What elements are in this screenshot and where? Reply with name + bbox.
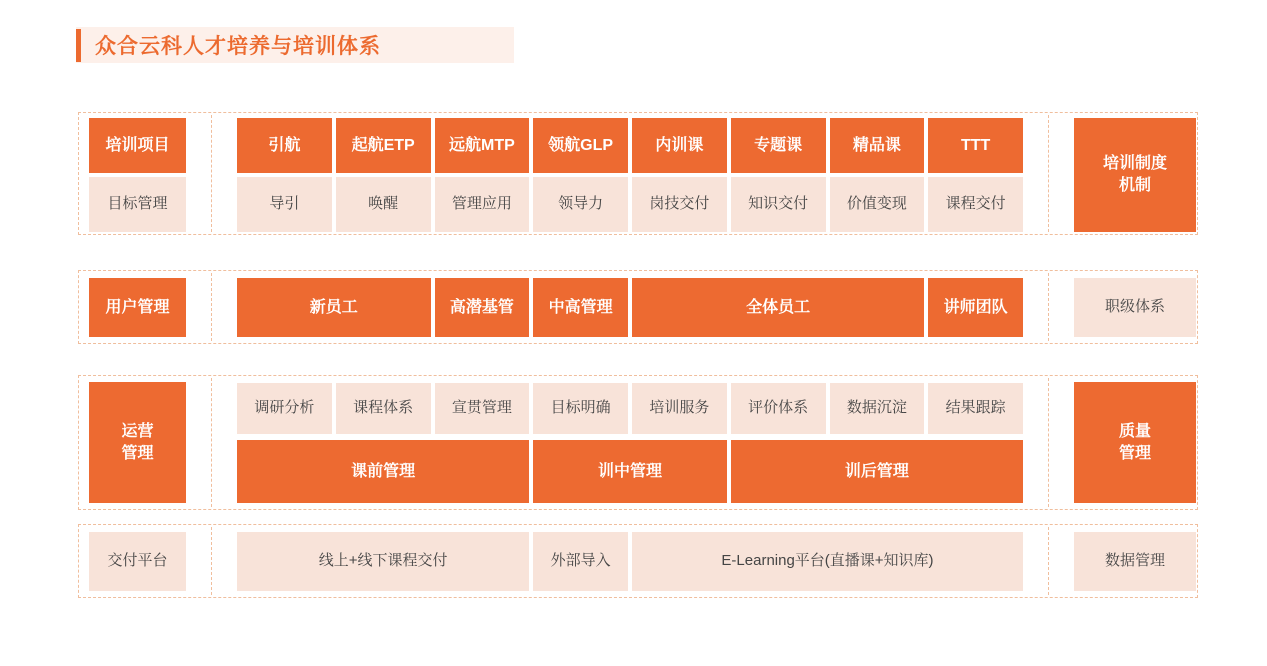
dashed-separator [1048,378,1049,507]
stage-box: 调研分析 [237,383,332,434]
program-header-box: 领航GLP [533,118,628,173]
program-header-box: 引航 [237,118,332,173]
phase-box: 课前管理 [237,440,529,503]
operation-stages-grid [237,383,1023,434]
stage-box: 数据沉淀 [830,383,925,434]
training-system-mechanism-box [1074,118,1196,232]
platform-box: E-Learning平台(直播课+知识库) [632,532,1023,591]
page-title: 众合云科人才培养与培训体系 [95,35,381,58]
program-sub-box: 价值变现 [830,177,925,232]
stage-box: 结果跟踪 [928,383,1023,434]
program-columns-grid [237,118,1023,232]
program-header-box: 精品课 [830,118,925,173]
program-header-box: 内训课 [632,118,727,173]
stage-box: 培训服务 [632,383,727,434]
platforms-grid [237,532,1023,591]
phase-box: 训中管理 [533,440,727,503]
user-group-box: 新员工 [237,278,431,337]
operations-management-label [89,382,186,503]
program-header-box: 专题课 [731,118,826,173]
platform-box: 线上+线下课程交付 [237,532,529,591]
operations-line1: 运营 [121,422,154,440]
goal-management-label: 目标管理 [89,177,186,232]
dashed-separator [1048,273,1049,341]
dashed-separator [211,378,212,507]
data-management-box: 数据管理 [1074,532,1196,591]
band-user-management [78,270,1198,344]
user-group-box: 全体员工 [632,278,924,337]
delivery-platform-label: 交付平台 [89,532,186,591]
band1-right-zone [1074,113,1196,232]
program-header-box: TTT [928,118,1023,173]
quality-line2: 管理 [1118,444,1151,462]
management-phases-grid [237,440,1023,503]
training-system-line1: 培训制度 [1102,155,1167,173]
operations-line2: 管理 [121,444,154,462]
dashed-separator [1048,527,1049,595]
program-header-box: 远航MTP [435,118,530,173]
stage-box: 宣贯管理 [435,383,530,434]
program-sub-box: 知识交付 [731,177,826,232]
band1-label-zone [89,113,186,232]
user-group-box: 讲师团队 [928,278,1023,337]
user-group-box: 高潜基管 [435,278,530,337]
dashed-separator [211,115,212,232]
platform-box: 外部导入 [533,532,628,591]
band-training-programs [78,112,1198,235]
training-system-line2: 机制 [1118,177,1151,194]
quality-management-box [1074,382,1196,503]
dashed-separator [211,527,212,595]
dashed-separator [1048,115,1049,232]
stage-box: 课程体系 [336,383,431,434]
band-operations-management [78,375,1198,510]
stage-box: 评价体系 [731,383,826,434]
user-management-label: 用户管理 [89,278,186,337]
band-delivery-platform [78,524,1198,598]
dashed-separator [211,273,212,341]
user-group-box: 中高管理 [533,278,628,337]
program-header-box: 起航ETP [336,118,431,173]
phase-box: 训后管理 [731,440,1023,503]
band2-right-zone [1074,271,1196,337]
rank-system-box: 职级体系 [1074,278,1196,337]
user-groups-grid [237,278,1023,337]
program-sub-box: 课程交付 [928,177,1023,232]
quality-line1: 质量 [1118,422,1151,440]
band3-right-zone [1074,376,1196,503]
band3-label-zone [89,376,186,503]
program-sub-box: 唤醒 [336,177,431,232]
band4-label-zone [89,525,186,591]
training-programs-label: 培训项目 [89,118,186,173]
band4-right-zone [1074,525,1196,591]
program-sub-box: 导引 [237,177,332,232]
program-sub-box: 岗技交付 [632,177,727,232]
program-sub-box: 领导力 [533,177,628,232]
stage-box: 目标明确 [533,383,628,434]
program-sub-box: 管理应用 [435,177,530,232]
band2-label-zone [89,271,186,337]
page-title-block [76,27,514,63]
